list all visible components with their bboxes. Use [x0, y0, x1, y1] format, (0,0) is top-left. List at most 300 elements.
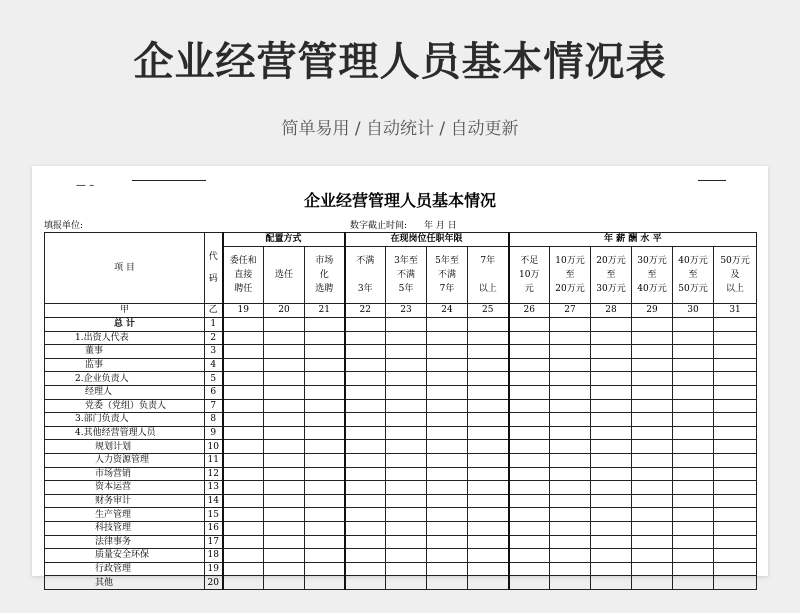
data-entry-cell[interactable]	[427, 576, 468, 590]
data-entry-cell[interactable]	[468, 413, 509, 427]
row-code: 11	[205, 453, 223, 467]
data-entry-cell[interactable]	[427, 535, 468, 549]
data-entry-cell[interactable]	[264, 440, 305, 454]
data-entry-cell[interactable]	[673, 345, 714, 359]
data-entry-cell[interactable]	[550, 385, 591, 399]
data-entry-cell[interactable]	[714, 399, 757, 413]
data-entry-cell[interactable]	[591, 508, 632, 522]
data-entry-cell[interactable]	[468, 549, 509, 563]
data-entry-cell[interactable]	[468, 372, 509, 386]
data-entry-cell[interactable]	[223, 508, 264, 522]
data-entry-cell[interactable]	[305, 467, 345, 481]
data-entry-cell[interactable]	[223, 440, 264, 454]
data-entry-cell[interactable]	[427, 318, 468, 332]
data-entry-cell[interactable]	[714, 345, 757, 359]
data-entry-cell[interactable]	[386, 399, 427, 413]
data-entry-cell[interactable]	[264, 453, 305, 467]
data-entry-cell[interactable]	[632, 453, 673, 467]
data-entry-cell[interactable]	[673, 318, 714, 332]
data-entry-cell[interactable]	[591, 521, 632, 535]
data-entry-cell[interactable]	[673, 413, 714, 427]
data-entry-cell[interactable]	[223, 535, 264, 549]
data-entry-cell[interactable]	[591, 494, 632, 508]
data-entry-cell[interactable]	[223, 385, 264, 399]
top-rule-right	[698, 180, 726, 181]
data-entry-cell[interactable]	[468, 440, 509, 454]
row-code: 2	[205, 331, 223, 345]
data-entry-cell[interactable]	[305, 358, 345, 372]
data-entry-cell[interactable]	[386, 345, 427, 359]
data-entry-cell[interactable]	[714, 521, 757, 535]
data-entry-cell[interactable]	[509, 318, 550, 332]
data-entry-cell[interactable]	[714, 467, 757, 481]
table-row	[45, 413, 757, 427]
data-entry-cell[interactable]	[264, 413, 305, 427]
subheader-cell: 50万元 及 以上	[714, 247, 757, 304]
data-entry-cell[interactable]	[386, 318, 427, 332]
data-entry-cell[interactable]	[591, 549, 632, 563]
data-entry-cell[interactable]	[591, 372, 632, 386]
data-entry-cell[interactable]	[673, 481, 714, 495]
data-entry-cell[interactable]	[345, 549, 386, 563]
row-code: 6	[205, 385, 223, 399]
data-entry-cell[interactable]	[509, 521, 550, 535]
data-entry-cell[interactable]	[468, 453, 509, 467]
data-entry-cell[interactable]	[714, 508, 757, 522]
data-entry-cell[interactable]	[714, 481, 757, 495]
column-number-cell: 27	[550, 304, 591, 318]
data-entry-cell[interactable]	[427, 481, 468, 495]
data-entry-cell[interactable]	[386, 413, 427, 427]
data-entry-cell[interactable]	[550, 562, 591, 576]
data-entry-cell[interactable]	[223, 426, 264, 440]
column-number-cell: 25	[468, 304, 509, 318]
column-number-cell: 31	[714, 304, 757, 318]
data-entry-cell[interactable]	[386, 494, 427, 508]
data-entry-cell[interactable]	[591, 426, 632, 440]
document-title: 企业经营管理人员基本情况	[303, 191, 496, 210]
data-entry-cell[interactable]	[264, 562, 305, 576]
data-entry-cell[interactable]	[550, 426, 591, 440]
data-entry-cell[interactable]	[509, 358, 550, 372]
data-entry-cell[interactable]	[305, 535, 345, 549]
data-entry-cell[interactable]	[632, 345, 673, 359]
data-entry-cell[interactable]	[509, 372, 550, 386]
data-entry-cell[interactable]	[714, 372, 757, 386]
row-code: 7	[205, 399, 223, 413]
data-entry-cell[interactable]	[305, 576, 345, 590]
data-entry-cell[interactable]	[509, 399, 550, 413]
subheader-cell: 选任	[264, 247, 305, 304]
data-entry-cell[interactable]	[632, 494, 673, 508]
data-entry-cell[interactable]	[305, 562, 345, 576]
data-entry-cell[interactable]	[264, 426, 305, 440]
data-entry-cell[interactable]	[264, 331, 305, 345]
data-entry-cell[interactable]	[427, 494, 468, 508]
data-entry-cell[interactable]	[714, 385, 757, 399]
data-entry-cell[interactable]	[673, 385, 714, 399]
data-entry-cell[interactable]	[345, 426, 386, 440]
data-entry-cell[interactable]	[632, 426, 673, 440]
data-entry-cell[interactable]	[427, 385, 468, 399]
data-entry-cell[interactable]	[345, 467, 386, 481]
data-entry-cell[interactable]	[673, 399, 714, 413]
data-entry-cell[interactable]	[468, 345, 509, 359]
row-label: 科技管理	[45, 521, 205, 535]
data-entry-cell[interactable]	[305, 453, 345, 467]
data-entry-cell[interactable]	[714, 562, 757, 576]
data-entry-cell[interactable]	[386, 440, 427, 454]
data-entry-cell[interactable]	[386, 549, 427, 563]
data-entry-cell[interactable]	[468, 508, 509, 522]
data-entry-cell[interactable]	[673, 535, 714, 549]
data-entry-cell[interactable]	[591, 440, 632, 454]
data-entry-cell[interactable]	[345, 399, 386, 413]
data-entry-cell[interactable]	[550, 467, 591, 481]
subheader-cell: 不满 3年	[345, 247, 386, 304]
data-entry-cell[interactable]	[591, 576, 632, 590]
data-entry-cell[interactable]	[673, 508, 714, 522]
group-header-config: 配置方式	[223, 233, 345, 247]
data-entry-cell[interactable]	[550, 440, 591, 454]
data-entry-cell[interactable]	[632, 440, 673, 454]
data-entry-cell[interactable]	[427, 440, 468, 454]
data-entry-cell[interactable]	[345, 385, 386, 399]
data-entry-cell[interactable]	[223, 521, 264, 535]
data-entry-cell[interactable]	[427, 562, 468, 576]
data-entry-cell[interactable]	[223, 345, 264, 359]
data-entry-cell[interactable]	[550, 372, 591, 386]
data-entry-cell[interactable]	[305, 399, 345, 413]
column-number-cell: 24	[427, 304, 468, 318]
data-entry-cell[interactable]	[264, 481, 305, 495]
data-entry-cell[interactable]	[632, 535, 673, 549]
data-entry-cell[interactable]	[223, 318, 264, 332]
table-row	[45, 318, 757, 332]
numbering-code-cell: 乙	[205, 304, 223, 318]
data-entry-cell[interactable]	[550, 358, 591, 372]
data-entry-cell[interactable]	[632, 331, 673, 345]
row-code: 3	[205, 345, 223, 359]
data-entry-cell[interactable]	[264, 372, 305, 386]
data-entry-cell[interactable]	[673, 576, 714, 590]
row-label: 资本运营	[45, 481, 205, 495]
data-entry-cell[interactable]	[468, 467, 509, 481]
data-entry-cell[interactable]	[714, 426, 757, 440]
data-entry-cell[interactable]	[427, 426, 468, 440]
data-entry-cell[interactable]	[673, 494, 714, 508]
data-entry-cell[interactable]	[386, 508, 427, 522]
data-entry-cell[interactable]	[509, 535, 550, 549]
data-entry-cell[interactable]	[509, 453, 550, 467]
data-entry-cell[interactable]	[305, 345, 345, 359]
data-entry-cell[interactable]	[223, 494, 264, 508]
data-entry-cell[interactable]	[591, 453, 632, 467]
data-entry-cell[interactable]	[714, 331, 757, 345]
data-entry-cell[interactable]	[264, 508, 305, 522]
data-entry-cell[interactable]	[427, 372, 468, 386]
data-entry-cell[interactable]	[591, 331, 632, 345]
row-label: 生产管理	[45, 508, 205, 522]
data-entry-cell[interactable]	[264, 399, 305, 413]
data-entry-cell[interactable]	[264, 576, 305, 590]
data-entry-cell[interactable]	[550, 453, 591, 467]
table-row	[45, 508, 757, 522]
data-entry-cell[interactable]	[427, 521, 468, 535]
data-entry-cell[interactable]	[632, 467, 673, 481]
column-number-cell: 30	[673, 304, 714, 318]
data-entry-cell[interactable]	[550, 521, 591, 535]
data-entry-cell[interactable]	[468, 358, 509, 372]
column-number-cell: 23	[386, 304, 427, 318]
data-entry-cell[interactable]	[223, 549, 264, 563]
data-entry-cell[interactable]	[591, 318, 632, 332]
data-entry-cell[interactable]	[386, 453, 427, 467]
data-entry-cell[interactable]	[468, 535, 509, 549]
header-row-groups	[45, 233, 757, 247]
data-entry-cell[interactable]	[468, 521, 509, 535]
data-entry-cell[interactable]	[673, 440, 714, 454]
data-entry-cell[interactable]	[509, 562, 550, 576]
data-entry-cell[interactable]	[550, 576, 591, 590]
data-entry-cell[interactable]	[632, 399, 673, 413]
row-label: 法律事务	[45, 535, 205, 549]
data-entry-cell[interactable]	[427, 549, 468, 563]
data-entry-cell[interactable]	[509, 413, 550, 427]
data-entry-cell[interactable]	[673, 521, 714, 535]
row-code: 18	[205, 549, 223, 563]
data-entry-cell[interactable]	[591, 481, 632, 495]
data-entry-cell[interactable]	[386, 331, 427, 345]
data-entry-cell[interactable]	[632, 358, 673, 372]
data-entry-cell[interactable]	[345, 562, 386, 576]
row-code: 15	[205, 508, 223, 522]
data-entry-cell[interactable]	[468, 494, 509, 508]
data-entry-cell[interactable]	[345, 318, 386, 332]
data-entry-cell[interactable]	[632, 521, 673, 535]
data-entry-cell[interactable]	[632, 508, 673, 522]
data-entry-cell[interactable]	[223, 399, 264, 413]
data-entry-cell[interactable]	[223, 331, 264, 345]
data-entry-cell[interactable]	[468, 385, 509, 399]
data-entry-cell[interactable]	[427, 467, 468, 481]
data-entry-cell[interactable]	[345, 453, 386, 467]
data-entry-cell[interactable]	[673, 331, 714, 345]
data-entry-cell[interactable]	[509, 331, 550, 345]
data-entry-cell[interactable]	[305, 508, 345, 522]
data-entry-cell[interactable]	[550, 535, 591, 549]
row-label: 人力资源管理	[45, 453, 205, 467]
data-entry-cell[interactable]	[345, 535, 386, 549]
data-entry-cell[interactable]	[632, 549, 673, 563]
data-entry-cell[interactable]	[223, 481, 264, 495]
data-entry-cell[interactable]	[509, 494, 550, 508]
data-entry-cell[interactable]	[305, 318, 345, 332]
data-entry-cell[interactable]	[632, 372, 673, 386]
data-entry-cell[interactable]	[673, 467, 714, 481]
data-entry-cell[interactable]	[305, 481, 345, 495]
data-entry-cell[interactable]	[345, 413, 386, 427]
data-entry-cell[interactable]	[714, 549, 757, 563]
data-entry-cell[interactable]	[591, 467, 632, 481]
data-entry-cell[interactable]	[468, 576, 509, 590]
data-entry-cell[interactable]	[345, 521, 386, 535]
data-entry-cell[interactable]	[386, 358, 427, 372]
data-entry-cell[interactable]	[345, 576, 386, 590]
data-entry-cell[interactable]	[509, 440, 550, 454]
data-entry-cell[interactable]	[305, 549, 345, 563]
data-entry-cell[interactable]	[714, 535, 757, 549]
data-entry-cell[interactable]	[591, 385, 632, 399]
data-entry-cell[interactable]	[468, 318, 509, 332]
data-entry-cell[interactable]	[591, 562, 632, 576]
data-entry-cell[interactable]	[264, 385, 305, 399]
data-entry-cell[interactable]	[714, 413, 757, 427]
data-entry-cell[interactable]	[632, 481, 673, 495]
data-entry-cell[interactable]	[427, 413, 468, 427]
data-entry-cell[interactable]	[550, 345, 591, 359]
data-entry-cell[interactable]	[345, 372, 386, 386]
data-entry-cell[interactable]	[673, 358, 714, 372]
data-entry-cell[interactable]	[468, 426, 509, 440]
data-entry-cell[interactable]	[223, 372, 264, 386]
data-entry-cell[interactable]	[427, 358, 468, 372]
data-entry-cell[interactable]	[591, 399, 632, 413]
data-entry-cell[interactable]	[509, 467, 550, 481]
data-entry-cell[interactable]	[550, 481, 591, 495]
data-entry-cell[interactable]	[305, 372, 345, 386]
data-entry-cell[interactable]	[509, 549, 550, 563]
data-entry-cell[interactable]	[550, 413, 591, 427]
data-entry-cell[interactable]	[509, 481, 550, 495]
data-entry-cell[interactable]	[305, 413, 345, 427]
data-entry-cell[interactable]	[264, 535, 305, 549]
data-entry-cell[interactable]	[223, 453, 264, 467]
data-entry-cell[interactable]	[223, 467, 264, 481]
data-entry-cell[interactable]	[550, 331, 591, 345]
data-entry-cell[interactable]	[509, 345, 550, 359]
data-entry-cell[interactable]	[509, 385, 550, 399]
data-entry-cell[interactable]	[345, 345, 386, 359]
data-entry-cell[interactable]	[632, 576, 673, 590]
data-entry-cell[interactable]	[386, 535, 427, 549]
data-entry-cell[interactable]	[386, 426, 427, 440]
data-entry-cell[interactable]	[427, 345, 468, 359]
data-entry-cell[interactable]	[386, 562, 427, 576]
data-entry-cell[interactable]	[264, 358, 305, 372]
data-entry-cell[interactable]	[427, 508, 468, 522]
data-entry-cell[interactable]	[305, 426, 345, 440]
column-number-cell: 22	[345, 304, 386, 318]
data-entry-cell[interactable]	[386, 467, 427, 481]
data-entry-cell[interactable]	[714, 453, 757, 467]
data-entry-cell[interactable]	[509, 508, 550, 522]
subheader-cell: 20万元 至 30万元	[591, 247, 632, 304]
data-entry-cell[interactable]	[345, 481, 386, 495]
data-entry-cell[interactable]	[386, 521, 427, 535]
data-entry-cell[interactable]	[264, 494, 305, 508]
data-entry-cell[interactable]	[386, 385, 427, 399]
data-entry-cell[interactable]	[305, 331, 345, 345]
data-entry-cell[interactable]	[632, 562, 673, 576]
data-entry-cell[interactable]	[714, 494, 757, 508]
data-entry-cell[interactable]	[550, 318, 591, 332]
data-entry-cell[interactable]	[714, 318, 757, 332]
data-entry-cell[interactable]	[427, 453, 468, 467]
data-entry-cell[interactable]	[468, 481, 509, 495]
data-entry-cell[interactable]	[673, 549, 714, 563]
data-entry-cell[interactable]	[305, 440, 345, 454]
data-entry-cell[interactable]	[673, 372, 714, 386]
data-entry-cell[interactable]	[468, 331, 509, 345]
data-entry-cell[interactable]	[673, 453, 714, 467]
table-row	[45, 426, 757, 440]
data-entry-cell[interactable]	[550, 508, 591, 522]
document-sheet	[32, 166, 768, 588]
subheader-cell: 委任和 直接 聘任	[223, 247, 264, 304]
data-entry-cell[interactable]	[468, 562, 509, 576]
data-entry-cell[interactable]	[345, 508, 386, 522]
data-entry-cell[interactable]	[223, 562, 264, 576]
data-entry-cell[interactable]	[673, 426, 714, 440]
row-code: 12	[205, 467, 223, 481]
data-entry-cell[interactable]	[345, 494, 386, 508]
data-entry-cell[interactable]	[714, 358, 757, 372]
data-entry-cell[interactable]	[386, 576, 427, 590]
group-header-salary: 年 薪 酬 水 平	[509, 233, 757, 247]
data-entry-cell[interactable]	[591, 535, 632, 549]
data-entry-cell[interactable]	[591, 345, 632, 359]
data-entry-cell[interactable]	[305, 385, 345, 399]
data-entry-cell[interactable]	[427, 331, 468, 345]
data-entry-cell[interactable]	[386, 481, 427, 495]
column-number-cell: 20	[264, 304, 305, 318]
data-entry-cell[interactable]	[386, 372, 427, 386]
data-entry-cell[interactable]	[305, 494, 345, 508]
row-code: 20	[205, 576, 223, 590]
data-entry-cell[interactable]	[223, 358, 264, 372]
data-entry-cell[interactable]	[714, 576, 757, 590]
data-entry-cell[interactable]	[264, 549, 305, 563]
data-entry-cell[interactable]	[468, 399, 509, 413]
data-entry-cell[interactable]	[223, 413, 264, 427]
data-entry-cell[interactable]	[591, 413, 632, 427]
data-entry-cell[interactable]	[427, 399, 468, 413]
subheader-cell: 5年至 不满 7年	[427, 247, 468, 304]
data-entry-cell[interactable]	[264, 521, 305, 535]
data-entry-cell[interactable]	[223, 576, 264, 590]
data-entry-cell[interactable]	[632, 385, 673, 399]
data-entry-cell[interactable]	[550, 494, 591, 508]
data-entry-cell[interactable]	[550, 399, 591, 413]
data-entry-cell[interactable]	[305, 521, 345, 535]
data-entry-cell[interactable]	[632, 318, 673, 332]
data-entry-cell[interactable]	[264, 318, 305, 332]
data-entry-cell[interactable]	[550, 549, 591, 563]
data-entry-cell[interactable]	[632, 413, 673, 427]
data-entry-cell[interactable]	[591, 358, 632, 372]
data-entry-cell[interactable]	[509, 426, 550, 440]
data-entry-cell[interactable]	[345, 331, 386, 345]
data-entry-cell[interactable]	[264, 345, 305, 359]
data-entry-cell[interactable]	[345, 440, 386, 454]
data-entry-cell[interactable]	[509, 576, 550, 590]
data-entry-cell[interactable]	[264, 467, 305, 481]
data-entry-cell[interactable]	[345, 358, 386, 372]
data-entry-cell[interactable]	[673, 562, 714, 576]
table-row	[45, 562, 757, 576]
data-entry-cell[interactable]	[714, 440, 757, 454]
